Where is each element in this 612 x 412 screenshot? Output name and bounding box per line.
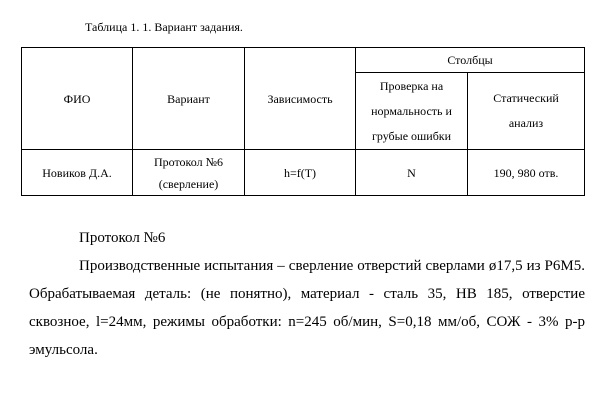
cell-variant-line: (сверление) bbox=[158, 176, 219, 191]
protocol-title: Протокол №6 bbox=[79, 230, 166, 246]
header-dependency: Зависимость bbox=[245, 48, 356, 150]
header-stat-line: анализ bbox=[508, 116, 544, 130]
header-variant: Вариант bbox=[133, 48, 245, 150]
header-check-normality bbox=[356, 73, 468, 150]
cell-variant-line: Протокол №6 bbox=[153, 154, 224, 169]
cell-check: N bbox=[356, 150, 468, 196]
header-check-line: Проверка на bbox=[379, 78, 444, 93]
header-columns-group: Столбцы bbox=[356, 48, 585, 73]
cell-dependency: h=f(T) bbox=[245, 150, 356, 196]
cell-variant bbox=[133, 150, 245, 196]
header-static-analysis bbox=[468, 73, 585, 150]
cell-fio: Новиков Д.А. bbox=[22, 150, 133, 196]
assignment-table bbox=[21, 47, 585, 196]
header-check-line: грубые ошибки bbox=[371, 128, 452, 143]
header-stat-line: Статический bbox=[493, 91, 559, 105]
cell-stat: 190, 980 отв. bbox=[468, 150, 585, 196]
header-check-line: нормальность и bbox=[371, 103, 452, 118]
table-row bbox=[22, 150, 585, 196]
protocol-paragraph: Производственные испытания – сверление отверстий сверлами ø17,5 из Р6М5. Обрабатываемая деталь: (не понятно), материал - сталь 35, НВ 185, отверстие сквозное, l=24мм, режимы обработки: n=245 об/мин, S=0,18 мм/об, СОЖ - 3% р-р эмульсола. bbox=[29, 258, 585, 358]
header-fio: ФИО bbox=[22, 48, 133, 150]
table-header-row bbox=[22, 48, 585, 73]
table-caption: Таблица 1. 1. Вариант задания. bbox=[85, 20, 243, 34]
